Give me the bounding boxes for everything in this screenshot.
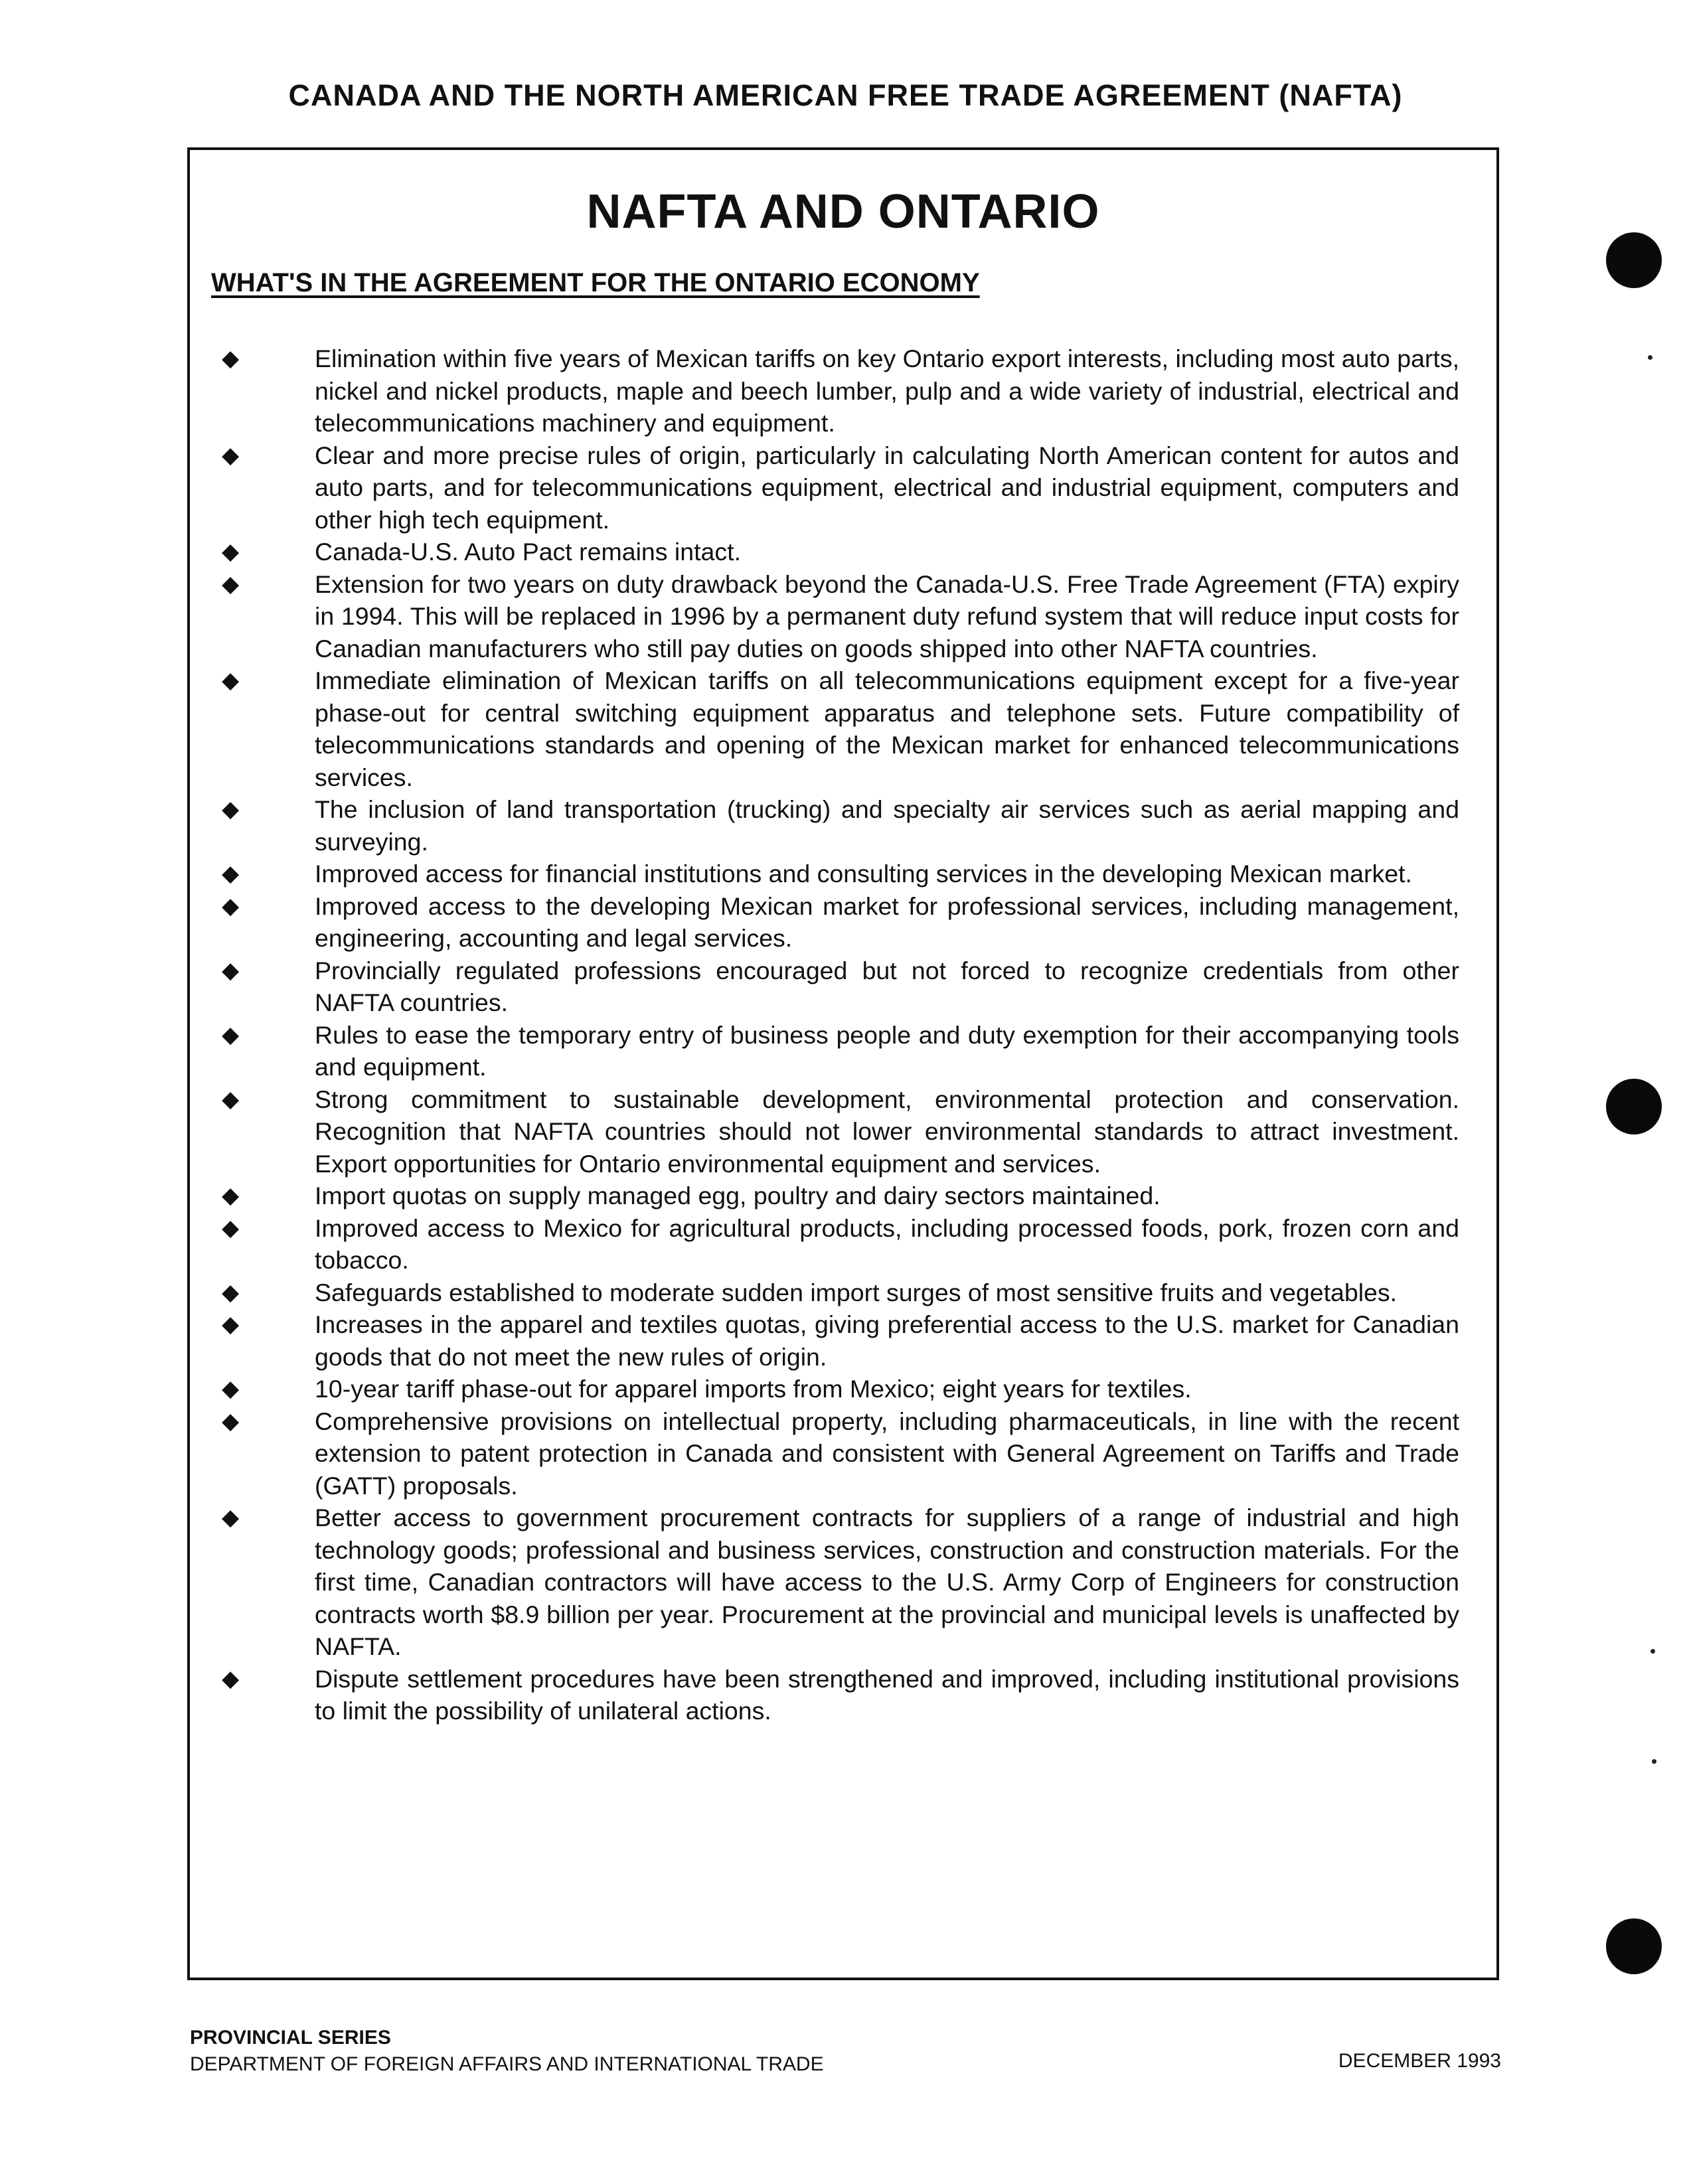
diamond-bullet-icon: ◆ [222, 1215, 240, 1241]
diamond-bullet-icon: ◆ [222, 893, 240, 919]
bullet-item [190, 1277, 1496, 1309]
footer-department: DEPARTMENT OF FOREIGN AFFAIRS AND INTERNATIONAL TRADE [190, 2053, 824, 2075]
bullet-item [190, 1405, 1496, 1502]
bullet-item [190, 1180, 1496, 1212]
bullet-text: Better access to government procurement contracts for suppliers of a range of industrial and high technology goods; professional and business services, construction and construction materials. For the first time, Canadian contractors will have access to the U.S. Army Corp of Engineers for construction contracts worth $8.9 billion per year. Procurement at the provincial and municipal levels is unaffected by NAFTA. [315, 1504, 1459, 1660]
punch-hole-middle [1606, 1079, 1662, 1134]
bullet-item [190, 343, 1496, 439]
diamond-bullet-icon: ◆ [222, 957, 240, 983]
footer-date: DECEMBER 1993 [1338, 2050, 1501, 2072]
diamond-bullet-icon: ◆ [222, 797, 240, 822]
bullet-text: Improved access to Mexico for agricultural products, including processed foods, pork, frozen corn and tobacco. [315, 1213, 1459, 1274]
bullet-text: Extension for two years on duty drawback beyond the Canada-U.S. Free Trade Agreement (FTA) expiry in 1994. This will be replaced in 1996 by a permanent duty refund system that will reduce input costs for Canadian manufacturers who still pay duties on goods shipped into other NAFTA countries. [315, 570, 1459, 663]
bullet-text: Rules to ease the temporary entry of business people and duty exemption for their accompanying tools and equipment. [315, 1020, 1459, 1081]
bullet-text: Increases in the apparel and textiles quotas, giving preferential access to the U.S. market for Canadian goods that do not meet the new rules of origin. [315, 1310, 1459, 1371]
diamond-bullet-icon: ◆ [222, 1666, 240, 1691]
diamond-bullet-icon: ◆ [222, 539, 240, 564]
bullet-item [190, 955, 1496, 1019]
bullet-text: Import quotas on supply managed egg, poultry and dairy sectors maintained. [315, 1182, 1161, 1209]
bullet-text: Canada-U.S. Auto Pact remains intact. [315, 538, 741, 566]
footer-series: PROVINCIAL SERIES [190, 2027, 391, 2049]
bullet-text: Dispute settlement procedures have been strengthened and improved, including institutional provisions to limit the possibility of unilateral actions. [315, 1664, 1459, 1725]
bullet-item [190, 1663, 1496, 1727]
bullet-item [190, 536, 1496, 568]
bullet-text: Immediate elimination of Mexican tariffs on all telecommunications equipment except for a five-year phase-out for central switching equipment apparatus and telephone sets. Future compatibility of telecommunications standards and opening of the Mexican market for enhanced telecommunications services. [315, 666, 1459, 791]
bullet-item [190, 439, 1496, 536]
bullet-item [190, 568, 1496, 665]
diamond-bullet-icon: ◆ [222, 1376, 240, 1401]
footer-left [190, 2025, 824, 2078]
bullet-text: Provincially regulated professions encouraged but not forced to recognize credentials from other NAFTA countries. [315, 956, 1459, 1016]
bullet-item [190, 1373, 1496, 1405]
diamond-bullet-icon: ◆ [222, 1086, 240, 1112]
scan-speck [1651, 1649, 1655, 1654]
box-title: NAFTA AND ONTARIO [586, 185, 1100, 238]
bullet-item [190, 858, 1496, 890]
diamond-bullet-icon: ◆ [222, 1183, 240, 1208]
bullet-item [190, 664, 1496, 793]
diamond-bullet-icon: ◆ [222, 1505, 240, 1530]
section-heading: WHAT'S IN THE AGREEMENT FOR THE ONTARIO ECONOMY [211, 268, 980, 297]
bullet-item [190, 1083, 1496, 1180]
bullet-item [190, 1502, 1496, 1663]
diamond-bullet-icon: ◆ [222, 668, 240, 693]
bullet-text: Elimination within five years of Mexican tariffs on key Ontario export interests, including most auto parts, nickel and nickel products, maple and beech lumber, pulp and a wide variety of industrial, electrical and telecommunications machinery and equipment. [315, 345, 1459, 437]
bullet-text: Improved access to the developing Mexican market for professional services, including management, engineering, accounting and legal services. [315, 892, 1459, 952]
bullet-text: Safeguards established to moderate sudden import surges of most sensitive fruits and vegetables. [315, 1278, 1398, 1306]
diamond-bullet-icon: ◆ [222, 1312, 240, 1337]
bullet-item [190, 1212, 1496, 1277]
bullet-item [190, 1019, 1496, 1083]
bullet-item [190, 890, 1496, 955]
bullet-item [190, 793, 1496, 858]
document-header-title: CANADA AND THE NORTH AMERICAN FREE TRADE AGREEMENT (NAFTA) [288, 78, 1403, 112]
diamond-bullet-icon: ◆ [222, 1408, 240, 1434]
diamond-bullet-icon: ◆ [222, 442, 240, 468]
bullet-list [190, 343, 1496, 1727]
scan-speck [1648, 355, 1652, 360]
bullet-text: 10-year tariff phase-out for apparel imports from Mexico; eight years for textiles. [315, 1375, 1192, 1403]
punch-hole-bottom [1606, 1918, 1662, 1974]
scan-speck [1652, 1759, 1656, 1764]
bullet-text: Comprehensive provisions on intellectual property, including pharmaceuticals, in line with the recent extension to patent protection in Canada and consistent with General Agreement on Tariffs and Trade (GATT) proposals. [315, 1407, 1459, 1500]
diamond-bullet-icon: ◆ [222, 1279, 240, 1305]
bullet-text: Strong commitment to sustainable development, environmental protection and conservation. Recognition that NAFTA countries should not lower environmental standards to attract investment. Export opportunities for Ontario environmental equipment and services. [315, 1085, 1459, 1178]
bullet-item [190, 1308, 1496, 1373]
bullet-text: The inclusion of land transportation (trucking) and specialty air services such as aerial mapping and surveying. [315, 795, 1459, 856]
bullet-text: Improved access for financial institutions and consulting services in the developing Mexican market. [315, 860, 1412, 888]
bullet-text: Clear and more precise rules of origin, particularly in calculating North American content for autos and auto parts, and for telecommunications equipment, electrical and industrial equipment, computers and other high tech equipment. [315, 441, 1459, 534]
diamond-bullet-icon: ◆ [222, 861, 240, 886]
diamond-bullet-icon: ◆ [222, 1022, 240, 1048]
content-box [187, 147, 1499, 1980]
diamond-bullet-icon: ◆ [222, 571, 240, 597]
diamond-bullet-icon: ◆ [222, 346, 240, 371]
punch-hole-top [1606, 232, 1662, 288]
